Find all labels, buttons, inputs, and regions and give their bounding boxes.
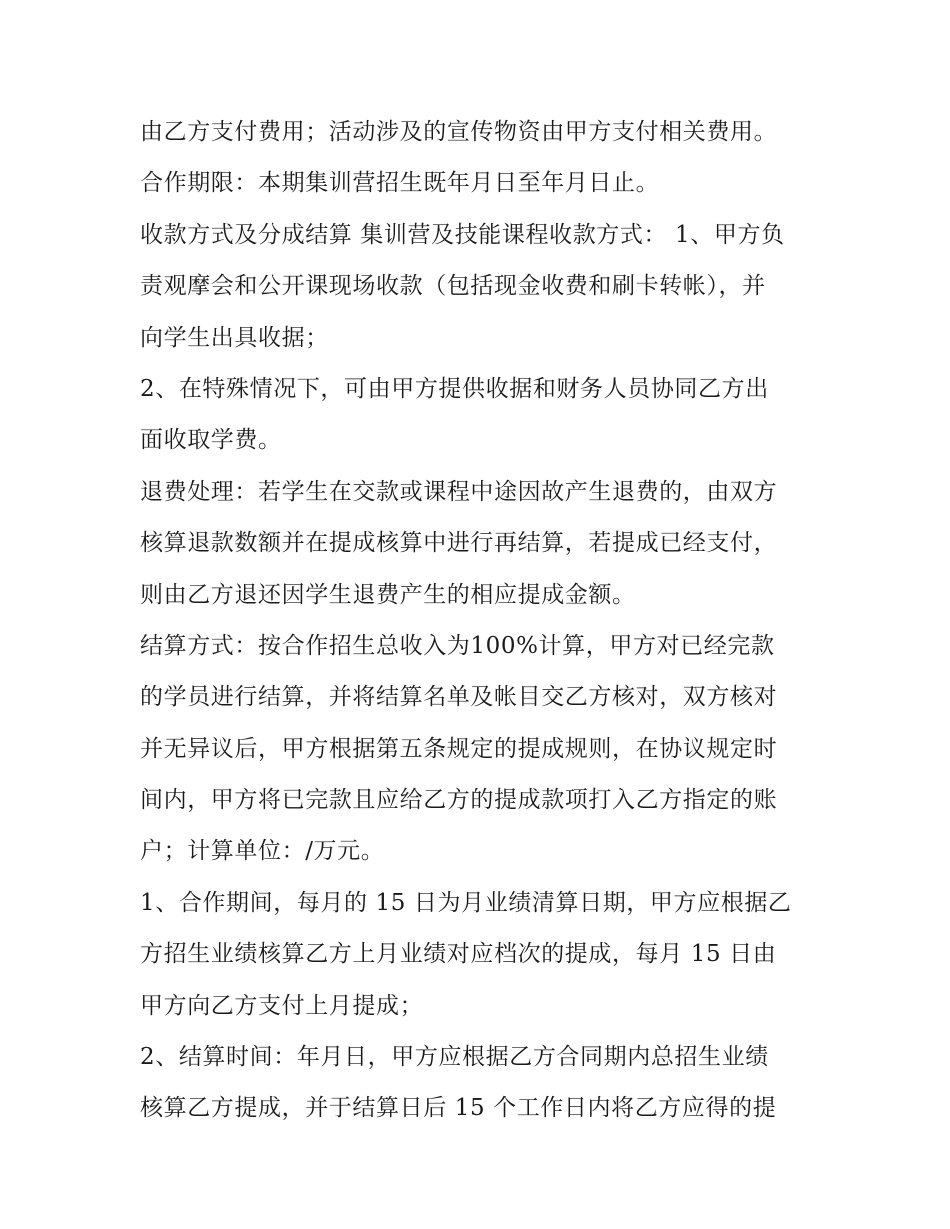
text-line: 方招生业绩核算乙方上月业绩对应档次的提成，每月 15 日由 xyxy=(140,941,777,968)
text-line: 2、在特殊情况下，可由甲方提供收据和财务人员协同乙方出 xyxy=(140,375,769,402)
text-line: 2、结算时间：年月日，甲方应根据乙方合同期内总招生业绩 xyxy=(140,1044,769,1071)
text-line: 的学员进行结算，并将结算名单及帐目交乙方核对，双方核对 xyxy=(140,684,778,711)
text-line: 核算退款数额并在提成核算中进行再结算，若提成已经支付， xyxy=(140,530,778,557)
text-line: 间内，甲方将已完款且应给乙方的提成款项打入乙方指定的账 xyxy=(140,787,778,814)
text-line: 由乙方支付费用；活动涉及的宣传物资由甲方支付相关费用。 xyxy=(140,119,778,145)
text-line: 面收取学费。 xyxy=(140,427,282,454)
text-line: 甲方向乙方支付上月提成； xyxy=(140,992,424,1019)
text-line: 向学生出具收据； xyxy=(140,324,329,351)
text-line: 结算方式：按合作招生总收入为100%计算，甲方对已经完款 xyxy=(140,632,775,659)
text-line: 责观摩会和公开课现场收款（包括现金收费和刷卡转帐），并 xyxy=(140,273,766,300)
text-line: 1、合作期间，每月的 15 日为月业绩清算日期，甲方应根据乙 xyxy=(140,889,792,916)
document-body xyxy=(140,107,820,1135)
text-line: 核算乙方提成，并于结算日后 15 个工作日内将乙方应得的提 xyxy=(140,1095,777,1122)
text-line: 收款方式及分成结算 集训营及技能课程收款方式： 1、甲方负 xyxy=(140,221,785,248)
text-line: 并无异议后，甲方根据第五条规定的提成规则，在协议规定时 xyxy=(140,735,778,762)
text-line: 合作期限：本期集训营招生既年月日至年月日止。 xyxy=(140,170,660,197)
text-line: 则由乙方退还因学生退费产生的相应提成金额。 xyxy=(140,581,636,608)
text-line: 退费处理：若学生在交款或课程中途因故产生退费的，由双方 xyxy=(140,478,778,505)
text-line: 户；计算单位：/万元。 xyxy=(140,838,385,865)
